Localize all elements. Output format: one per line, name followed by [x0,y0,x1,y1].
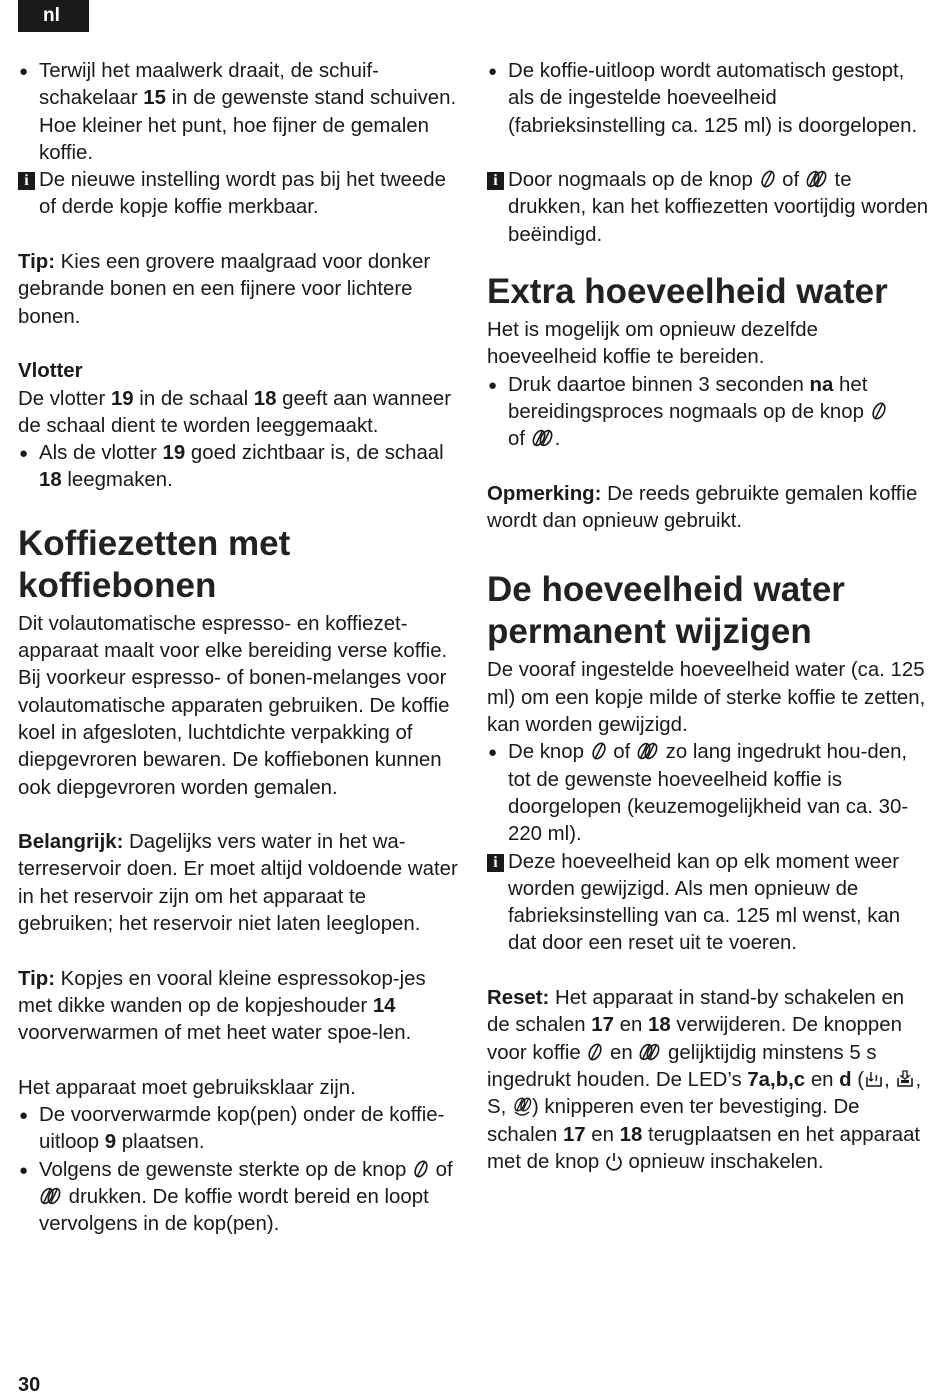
float-paragraph: De vlotter 19 in de schaal 18 geeft aan wanneer de schaal dient te worden leeggemaakt. [18,387,452,437]
important-note: Belangrijk: Dagelijks vers water in het wa-terreservoir doen. Er moet altijd voldoende water in het reservoir zijn om het apparaat te gebruiken; het reservoir niet laten leeglopen. [18,831,458,936]
two-bean-icon [638,1042,662,1062]
strength-button-bullet: ● Volgens de gewenste sterkte op de knop of drukken. De koffie wordt bereid en loopt vervolgens in de kop(pen). [18,1157,458,1239]
one-bean-icon [590,741,608,761]
extra-water-bullet: ● Druk daartoe binnen 3 seconden na het bereidingsproces nogmaals op de knop of . [487,372,930,454]
section-heading-extra-water: Extra hoeveelheid water [487,272,888,312]
change-amount-info: i Deze hoeveelheid kan op elk moment weer worden gewijzigd. Als men opnieuw de fabrieksinstelling van ca. 125 ml wenst, kan dat door een reset uit te voeren. [487,849,930,958]
intro-paragraph: Dit volautomatische espresso- en koffiezet-apparaat maalt voor elke bereiding verse koffie. Bij voorkeur espresso- of bonen-melanges voor volautomatische apparaten gebruiken. De koffie koel in afgesloten, luchtdichte verpakking of diepgevroren bewaren. De koffiebonen kunnen ook diepgevroren worden gemalen. [18,612,450,799]
left-column [18,58,458,1239]
right-column [487,58,930,1176]
extra-water-paragraph: Het is mogelijk om opnieuw dezelfde hoeveelheid koffie te bereiden. [487,319,818,369]
section-heading-permanent-water: De hoeveelheid water permanent wijzigen [487,570,845,652]
power-icon [605,1151,623,1171]
two-bean-icon [39,1186,63,1206]
reset-paragraph: Reset: Het apparaat in stand-by schakelen en de schalen 17 en 18 verwijderen. De knoppen voor koffie en gelijktijdig minstens 5 s ingedrukt houden. De LED’s 7a,b,c en d ( , , S, ) knipperen even ter bevestiging. De schalen 17 en 18 terugplaatsen en het apparaat met de knop opnieuw inschakelen. [487,987,922,1173]
section-heading-coffee-beans: Koffiezetten met koffiebonen [18,523,291,605]
hold-button-bullet: ● De knop of zo lang ingedrukt hou-den, tot de gewenste hoeveelheid koffie is doorgelopen (keuzemogelijkheid van ca. 30-220 ml). [487,739,930,848]
tip-preheat: Tip: Kopjes en vooral kleine espressokop-jes met dikke wanden op de kopjeshouder 14 voorverwarmen of met heet water spoe-len. [18,967,426,1045]
one-bean-icon [870,401,888,421]
calc-clean-icon [512,1096,532,1116]
one-bean-icon [412,1159,430,1179]
language-tab: nl [18,0,89,32]
info-icon: i [487,854,504,872]
ready-paragraph: Het apparaat moet gebruiksklaar zijn. [18,1076,356,1099]
info-icon: i [487,172,504,190]
descale-icon [864,1069,884,1089]
grind-info-note: i De nieuwe instelling wordt pas bij het tweede of derde kopje koffie merkbaar. [18,167,458,222]
tip-grind: Tip: Kies een grovere maalgraad voor donker gebrande bonen en een fijnere voor lichtere bonen. [18,251,431,328]
water-filter-icon [895,1069,915,1089]
two-bean-icon [636,741,660,761]
cup-placement-bullet: ● De voorverwarmde kop(pen) onder de koffie-uitloop 9 plaatsen. [18,1102,458,1157]
one-bean-icon [586,1042,604,1062]
float-bullet: ● Als de vlotter 19 goed zichtbaar is, de schaal 18 leegmaken. [18,440,458,495]
stop-early-info: i Door nogmaals op de knop of te drukken, kan het koffiezetten voortijdig worden beëindigd. [487,167,930,249]
permanent-water-paragraph: De vooraf ingestelde hoeveelheid water (ca. 125 ml) om een kopje milde of sterke koffie te zetten, kan worden gewijzigd. [487,659,926,737]
float-title: Vlotter [18,360,83,383]
grind-setting-bullet: ● Terwijl het maalwerk draait, de schuif-schakelaar 15 in de gewenste stand schuiven. Hoe kleiner het punt, hoe fijner de gemalen koffie. [18,58,458,167]
two-bean-icon [531,428,555,448]
remark-note: Opmerking: De reeds gebruikte gemalen koffie wordt dan opnieuw gebruikt. [487,482,918,533]
info-icon: i [18,172,35,190]
two-bean-icon [805,169,829,189]
page-number: 30 [18,1374,41,1396]
auto-stop-bullet: ● De koffie-uitloop wordt automatisch gestopt, als de ingestelde hoeveelheid (fabrieksinstelling ca. 125 ml) is doorgelopen. [487,58,930,140]
one-bean-icon [759,169,777,189]
